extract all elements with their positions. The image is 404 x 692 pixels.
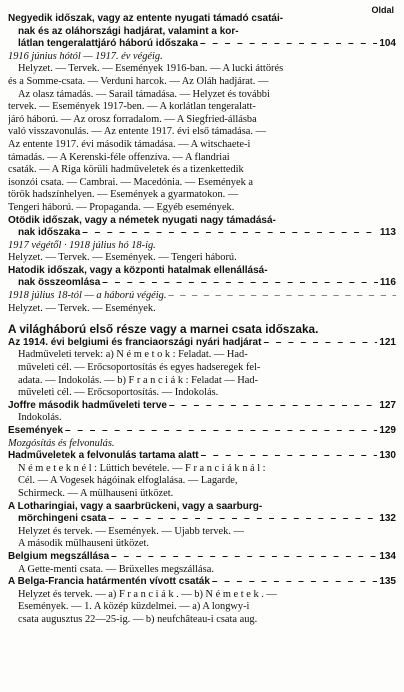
toc-body: A Gette-menti csata. — Brüxelles megszállása. bbox=[18, 563, 214, 575]
toc-entry-title: nak időszaka bbox=[18, 227, 81, 239]
toc-body: Helyzet. — Tervek. — Események 1916-ban. — A lucki áttörés bbox=[18, 63, 284, 75]
toc-body: isonzói csata. — Cambrai. — Macedónia. — Események a bbox=[8, 176, 253, 188]
leader-dots bbox=[100, 277, 378, 290]
toc-body: török hadszínhelyen. — Események a gyarmatokon. — bbox=[8, 189, 239, 201]
toc-entry bbox=[8, 551, 396, 564]
toc-body: Helyzet. — Tervek. — Események. — Tengeri háború. bbox=[8, 252, 237, 264]
toc-dates: 1917 végétől · 1918 július hó 18-ig. bbox=[8, 239, 156, 251]
toc-body: csaták. — A Riga körüli hadműveletek és a tizenkettedik bbox=[8, 164, 244, 176]
page-number: 116 bbox=[379, 277, 396, 289]
toc-body: Az entente 1917. évi második támadása. — A witschaete-i bbox=[8, 138, 251, 150]
leader-dots bbox=[261, 337, 377, 350]
toc-body: járó háború. — Az orosz forradalom. — A Siegfried-állásba bbox=[8, 113, 257, 125]
page-number: 132 bbox=[379, 513, 396, 525]
toc-entry-title: Hadműveletek a felvonulás tartama alatt bbox=[8, 450, 199, 462]
toc-body: Helyzet és tervek. — Események. — Újabb tervek. — bbox=[18, 525, 244, 537]
leader-dots bbox=[210, 576, 377, 589]
toc-entry bbox=[8, 290, 396, 303]
toc-heading: nak és az oláhországi hadjárat, valamint a kor- bbox=[18, 25, 239, 37]
toc-body: műveleti cél. — Erőcsoportosítás. — Indokolás. bbox=[18, 387, 219, 399]
toc-body: adata. — Indokolás. — b) F r a n c i á k : Feladat — Had- bbox=[18, 374, 259, 386]
toc-dates: 1916 június hótól — 1917. év végéig. bbox=[8, 50, 163, 62]
toc-body: műveleti cél. — Erőcsoportosítás és egyes hadseregek fel- bbox=[18, 362, 261, 374]
toc-entry bbox=[8, 450, 396, 463]
toc-body: Helyzet és tervek. — a) F r a n c i á k . — b) N é m e t e k . — bbox=[18, 588, 277, 600]
toc-body: Cél. — A Vogesek hágóinak elfoglalása. — Lagarde, bbox=[18, 475, 238, 487]
toc-body: A második mülhauseni ütközet. bbox=[18, 538, 150, 550]
page-number: 135 bbox=[379, 576, 396, 588]
toc-heading: Negyedik időszak, vagy az entente nyugati támadó csatái- bbox=[8, 13, 284, 24]
leader-dots bbox=[80, 227, 378, 240]
leader-dots bbox=[167, 400, 377, 413]
page-number: 121 bbox=[379, 336, 396, 348]
page-number: 129 bbox=[379, 425, 396, 436]
toc-dates: 1918 július 18-tól — a háború végéig. bbox=[8, 290, 167, 302]
toc-dates: Mozgósítás és felvonulás. bbox=[8, 437, 115, 449]
toc-entry bbox=[8, 425, 396, 438]
page-number: 134 bbox=[379, 550, 396, 562]
toc-body: való visszavonulás. — Az entente 1917. évi első támadása. — bbox=[8, 126, 266, 138]
toc-entry bbox=[8, 38, 396, 51]
leader-dots bbox=[166, 290, 396, 303]
page-number: 127 bbox=[379, 399, 396, 411]
toc-entry-title: látlan tengeralattjáró háború időszaka bbox=[18, 38, 199, 50]
toc-body: N é m e t e k n é l : Lüttich bevétele. — F r a n c i á k n á l : bbox=[18, 462, 266, 474]
toc-entry bbox=[8, 513, 396, 526]
toc-entry bbox=[8, 337, 396, 350]
leader-dots bbox=[109, 551, 377, 564]
toc-entry-title: Események bbox=[8, 425, 64, 436]
section-title: A világháború első része vagy a marnei csata időszaka. bbox=[8, 322, 319, 337]
page-column-label: Oldal bbox=[371, 5, 394, 15]
leader-dots bbox=[63, 425, 377, 438]
toc-body: Az olasz támadás. — Sarail támadása. — Helyzet és további bbox=[18, 88, 270, 100]
toc-body: Helyzet. — Tervek. — Események. bbox=[8, 302, 156, 314]
toc-body: Hadműveleti tervek: a) N é m e t o k : Feladat. — Had- bbox=[18, 349, 248, 361]
toc-entry-title: Belgium megszállása bbox=[8, 550, 110, 562]
leader-dots bbox=[198, 38, 377, 51]
toc-body: Schirmeck. — A mülhauseni ütközet. bbox=[18, 487, 174, 499]
toc-entry-title: nak összeomlása bbox=[18, 277, 101, 289]
toc-body: Események. — 1. A közép küzdelmei. — a) A longwy-i bbox=[18, 601, 250, 613]
toc-entry-title: A Belga-Francia határmentén vívott csaták bbox=[8, 576, 210, 588]
toc-body: és a Somme-csata. — Verduni harcok. — Az Oláh hadjárat. — bbox=[8, 75, 269, 87]
toc-entry bbox=[8, 576, 396, 589]
toc-entry bbox=[8, 227, 396, 240]
toc-heading: Ötödik időszak, vagy a németek nyugati nagy támadásá- bbox=[8, 214, 276, 226]
page-number: 113 bbox=[379, 227, 396, 239]
leader-dots bbox=[199, 450, 378, 463]
toc-entry bbox=[8, 277, 396, 290]
leader-dots bbox=[106, 513, 377, 526]
toc-entry bbox=[8, 400, 396, 413]
toc-body: támadás. — A Kerenski-féle offenzíva. — A flandriai bbox=[8, 151, 230, 163]
table-of-contents bbox=[8, 13, 396, 627]
toc-heading: Hatodik időszak, vagy a központi hatalmak ellenállásá- bbox=[8, 264, 268, 276]
toc-body: tervek. — Események 1917-ben. — A korlátlan tengeralatt- bbox=[8, 101, 256, 113]
toc-heading: A Lotharingiai, vagy a saarbrückeni, vagy a saarburg- bbox=[8, 500, 263, 512]
toc-entry-title: mörchingeni csata bbox=[18, 513, 107, 525]
toc-entry-title: Az 1914. évi belgiumi és franciaországi nyári hadjárat bbox=[8, 336, 262, 348]
page-number: 130 bbox=[379, 450, 396, 462]
toc-body: Indokolás. bbox=[18, 412, 62, 424]
toc-body: Tengeri háború. — Propaganda. — Egyéb események. bbox=[8, 201, 235, 213]
page-number: 104 bbox=[379, 38, 396, 50]
toc-entry-title: Joffre második hadműveleti terve bbox=[8, 399, 167, 411]
toc-body: csata augusztus 22—25-ig. — b) neufchâteau-i csata aug. bbox=[18, 613, 258, 625]
